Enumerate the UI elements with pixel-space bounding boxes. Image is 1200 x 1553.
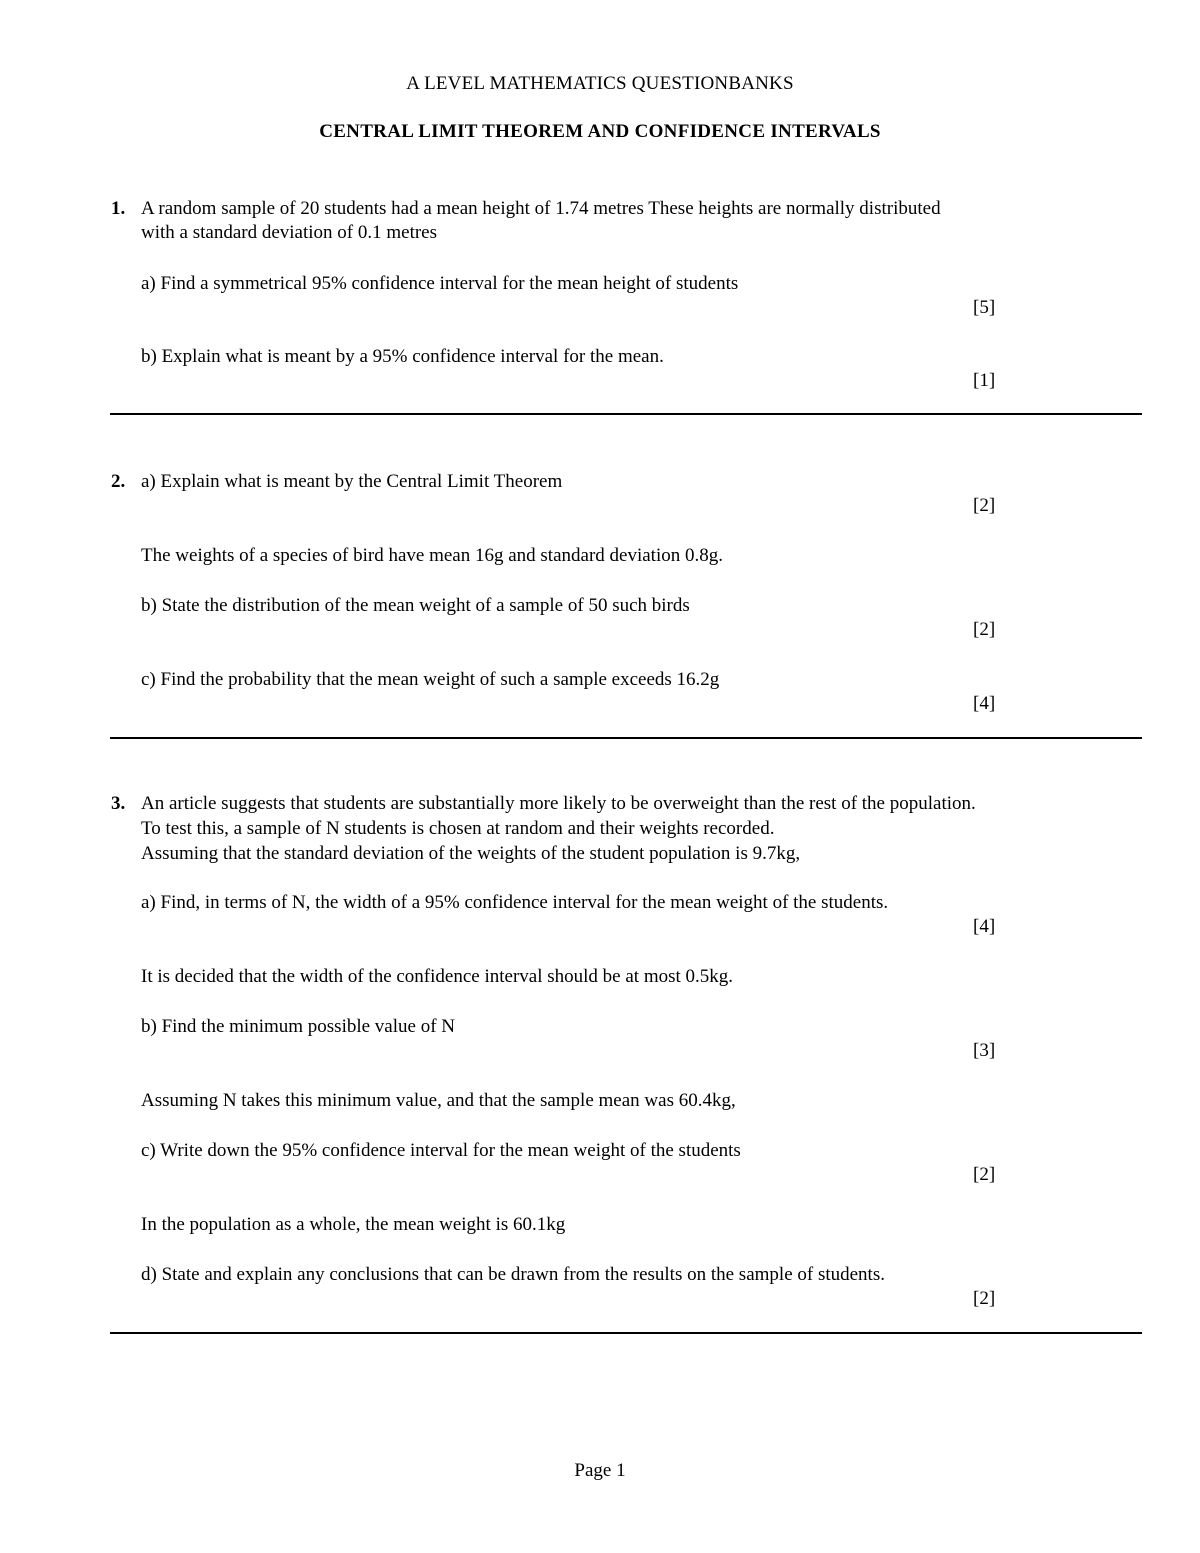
page-number: Page 1: [574, 1460, 626, 1481]
marks-label: [4]: [973, 693, 996, 714]
page-title: CENTRAL LIMIT THEOREM AND CONFIDENCE INTERVALS: [319, 121, 881, 142]
question-part-c: c) Find the probability that the mean weight of such a sample exceeds 16.2g: [141, 669, 720, 690]
marks-label: [5]: [973, 297, 996, 318]
question-info: The weights of a species of bird have mean 16g and standard deviation 0.8g.: [141, 545, 723, 566]
question-part-d: d) State and explain any conclusions that can be drawn from the results on the sample of students.: [141, 1264, 885, 1285]
question-stem: Assuming that the standard deviation of the weights of the student population is 9.7kg,: [141, 843, 801, 864]
section-divider: [110, 737, 1142, 739]
question-part-b: b) Explain what is meant by a 95% confidence interval for the mean.: [141, 346, 664, 367]
marks-label: [3]: [973, 1040, 996, 1061]
section-divider: [110, 413, 1142, 415]
question-info: It is decided that the width of the confidence interval should be at most 0.5kg.: [141, 966, 734, 987]
marks-label: [2]: [973, 619, 996, 640]
question-number: 1.: [111, 198, 126, 219]
question-stem: with a standard deviation of 0.1 metres: [141, 222, 438, 243]
question-stem: An article suggests that students are substantially more likely to be overweight than the rest of the population.: [141, 793, 976, 814]
question-stem: A random sample of 20 students had a mean height of 1.74 metres These heights are normally distributed: [141, 198, 941, 219]
marks-label: [2]: [973, 1164, 996, 1185]
section-divider: [110, 1332, 1142, 1334]
marks-label: [2]: [973, 495, 996, 516]
question-part-a: a) Find a symmetrical 95% confidence interval for the mean height of students: [141, 273, 739, 294]
question-number: 3.: [111, 793, 126, 814]
marks-label: [4]: [973, 916, 996, 937]
question-part-a: a) Explain what is meant by the Central Limit Theorem: [141, 471, 563, 492]
question-number: 2.: [111, 471, 126, 492]
question-part-c: c) Write down the 95% confidence interval for the mean weight of the students: [141, 1140, 741, 1161]
question-part-a: a) Find, in terms of N, the width of a 95% confidence interval for the mean weight of the students.: [141, 892, 889, 913]
question-part-b: b) Find the minimum possible value of N: [141, 1016, 456, 1037]
question-info: In the population as a whole, the mean weight is 60.1kg: [141, 1214, 566, 1235]
page-header: A LEVEL MATHEMATICS QUESTIONBANKS: [406, 73, 794, 94]
question-stem: To test this, a sample of N students is chosen at random and their weights recorded.: [141, 818, 775, 839]
marks-label: [1]: [973, 370, 996, 391]
question-part-b: b) State the distribution of the mean weight of a sample of 50 such birds: [141, 595, 690, 616]
marks-label: [2]: [973, 1288, 996, 1309]
question-info: Assuming N takes this minimum value, and that the sample mean was 60.4kg,: [141, 1090, 736, 1111]
